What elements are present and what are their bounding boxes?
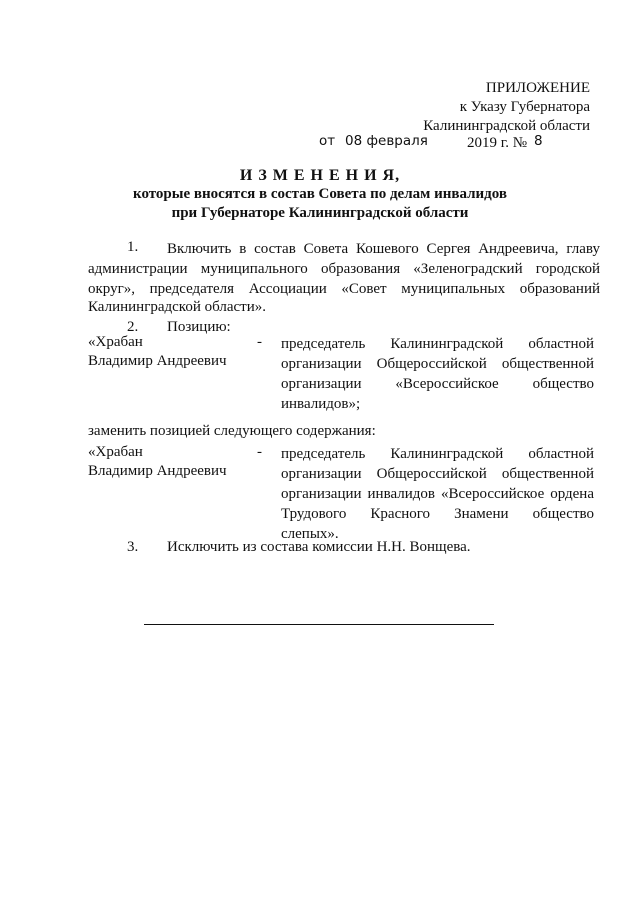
item-1-number: 1.	[127, 239, 139, 255]
decree-number: 8	[534, 133, 543, 149]
appendix-region: Калининградской области	[423, 118, 590, 134]
appendix-title: ПРИЛОЖЕНИЕ	[485, 80, 590, 96]
document-subtitle-2: при Губернаторе Калининградской области	[171, 205, 469, 221]
new-position-desc-line: организации инвалидов «Всероссийское ордена	[281, 486, 594, 502]
item-1-line-2: администрации муниципального образования «Зеленоградский городской	[88, 261, 600, 277]
item-1-line-4: Калининградской области».	[88, 299, 266, 315]
document-title: И З М Е Н Е Н И Я,	[239, 167, 401, 184]
new-position-desc-line: организации Общероссийской общественной	[281, 466, 594, 482]
item-2-text: Позицию:	[167, 319, 231, 335]
date-prefix: от	[319, 133, 336, 149]
old-position-desc-line: организации Общероссийской общественной	[281, 356, 594, 372]
new-position-desc-line: Трудового Красного Знамени общество	[281, 506, 594, 522]
new-position-dash: -	[257, 444, 262, 460]
item-3-number: 3.	[127, 539, 139, 555]
old-position-desc-line: председатель Калининградской областной	[281, 336, 594, 352]
year-number-label: 2019 г. №	[467, 135, 528, 151]
old-position-name-line-1: «Храбан	[88, 334, 143, 350]
date-value: 08 февраля	[345, 133, 428, 149]
item-1-line-1: Включить в состав Совета Кошевого Сергея Андреевича, главу	[167, 241, 600, 257]
old-position-desc-line: инвалидов»;	[281, 396, 361, 412]
item-3-text: Исключить из состава комиссии Н.Н. Вонщева.	[167, 539, 471, 555]
old-position-desc-line: организации «Всероссийское общество	[281, 376, 594, 392]
new-position-desc-line: слепых».	[281, 526, 339, 542]
old-position-description	[281, 334, 594, 414]
closing-rule	[144, 624, 494, 625]
old-position-dash: -	[257, 334, 262, 350]
new-position-desc-line: председатель Калининградской областной	[281, 446, 594, 462]
new-position-name-line-1: «Храбан	[88, 444, 143, 460]
replace-instruction: заменить позицией следующего содержания:	[88, 423, 376, 439]
appendix-decree-ref: к Указу Губернатора	[459, 99, 590, 115]
new-position-description	[281, 444, 594, 544]
document-subtitle-1: которые вносятся в состав Совета по делам инвалидов	[133, 186, 507, 202]
old-position-name-line-2: Владимир Андреевич	[88, 353, 227, 369]
item-2-number: 2.	[127, 319, 139, 335]
item-1-line-3: округ», председателя Ассоциации «Совет муниципальных образований	[88, 281, 600, 297]
new-position-name-line-2: Владимир Андреевич	[88, 463, 227, 479]
